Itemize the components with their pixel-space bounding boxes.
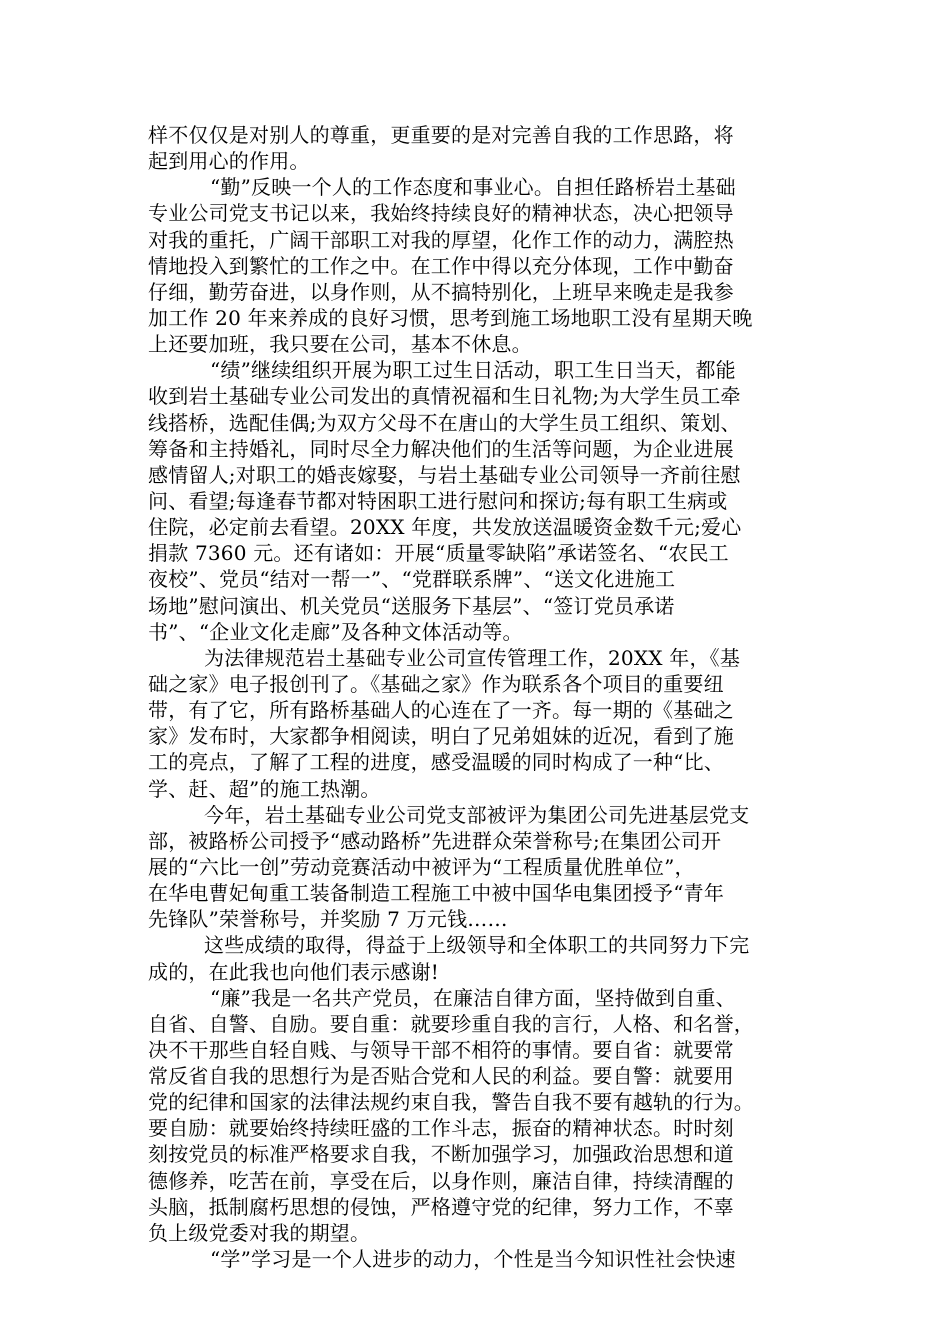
text-line: 要自励：就要始终持续旺盛的工作斗志，振奋的精神状态。时时刻 (148, 1116, 734, 1141)
text-line: 场地”慰问演出、机关党员“送服务下基层”、“签订党员承诺 (148, 593, 675, 618)
text-line: 感情留人;对职工的婚丧嫁娶，与岩土基础专业公司领导一齐前往慰 (148, 462, 741, 487)
text-line: 书”、“企业文化走廊”及各种文体活动等。 (148, 619, 523, 644)
text-line: 部，被路桥公司授予“感动路桥”先进群众荣誉称号;在集团公司开 (148, 828, 722, 853)
text-line: 家》发布时，大家都争相阅读，明白了兄弟姐妹的近况，看到了施 (148, 724, 734, 749)
text-line: 收到岩土基础专业公司发出的真情祝福和生日礼物;为大学生员工牵 (148, 384, 741, 409)
text-line: “绩”继续组织开展为职工过生日活动，职工生日当天，都能 (210, 358, 736, 383)
text-line: 常反省自我的思想行为是否贴合党和人民的利益。要自警：就要用 (148, 1064, 734, 1089)
text-line: 上还要加班，我只要在公司，基本不休息。 (148, 332, 532, 357)
text-line: 情地投入到繁忙的工作之中。在工作中得以充分体现，工作中勤奋 (148, 253, 734, 278)
text-line: 先锋队”荣誉称号，并奖励 7 万元钱…… (148, 907, 508, 932)
text-line: 学、赶、超”的施工热潮。 (148, 776, 381, 801)
text-line: 对我的重托，广阔干部职工对我的厚望，化作工作的动力，满腔热 (148, 227, 734, 252)
text-line: 德修养，吃苦在前，享受在后，以身作则，廉洁自律，持续清醒的 (148, 1168, 734, 1193)
text-line: 自省、自警、自励。要自重：就要珍重自我的言行，人格、和名誉， (148, 1011, 754, 1036)
text-line: “勤”反映一个人的工作态度和事业心。自担任路桥岩土基础 (210, 175, 736, 200)
text-line: 头脑，抵制腐朽思想的侵蚀，严格遵守党的纪律，努力工作，不辜 (148, 1194, 734, 1219)
text-line: 夜校”、党员“结对一帮一”、“党群联系牌”、“送文化进施工 (148, 567, 676, 592)
text-line: 展的“六比一创”劳动竞赛活动中被评为“工程质量优胜单位”， (148, 854, 695, 879)
text-line: 工的亮点，了解了工程的进度，感受温暖的同时构成了一种“比、 (148, 750, 725, 775)
text-line: 带，有了它，所有路桥基础人的心连在了一齐。每一期的《基础之 (148, 698, 734, 723)
text-line: 起到用心的作用。 (148, 149, 310, 174)
text-line: 捐款 7360 元。还有诸如：开展“质量零缺陷”承诺签名、“农民工 (148, 541, 729, 566)
text-line: “学”学习是一个人进步的动力，个性是当今知识性社会快速 (210, 1247, 736, 1272)
text-line: 在华电曹妃甸重工装备制造工程施工中被中国华电集团授予“青年 (148, 881, 725, 906)
text-line: 样不仅仅是对别人的尊重，更重要的是对完善自我的工作思路，将 (148, 123, 734, 147)
text-line: 负上级党委对我的期望。 (148, 1220, 371, 1245)
text-line: 决不干那些自轻自贱、与领导干部不相符的事情。要自省：就要常 (148, 1037, 734, 1062)
text-line: 住院，必定前去看望。20XX 年度，共发放送温暖资金数千元;爱心 (148, 515, 742, 540)
text-line: “廉”我是一名共产党员，在廉洁自律方面，坚持做到自重、 (210, 985, 736, 1010)
text-line: 加工作 20 年来养成的良好习惯，思考到施工场地职工没有星期天晚 (148, 305, 753, 330)
text-line: 专业公司党支书记以来，我始终持续良好的精神状态，决心把领导 (148, 201, 734, 226)
text-line: 党的纪律和国家的法律法规约束自我，警告自我不要有越轨的行为。 (148, 1090, 754, 1115)
text-line: 这些成绩的取得，得益于上级领导和全体职工的共同努力下完 (204, 933, 750, 958)
text-line: 成的，在此我也向他们表示感谢! (148, 959, 440, 984)
text-line: 为法律规范岩土基础专业公司宣传管理工作，20XX 年，《基 (204, 645, 741, 670)
text-line: 仔细，勤劳奋进，以身作则，从不搞特别化，上班早来晚走是我参 (148, 279, 734, 304)
document-page (148, 122, 808, 1272)
text-line: 筹备和主持婚礼，同时尽全力解决他们的生活等问题，为企业进展 (148, 436, 734, 461)
text-line: 础之家》电子报创刊了。《基础之家》作为联系各个项目的重要纽 (148, 671, 724, 696)
text-line: 线搭桥，选配佳偶;为双方父母不在唐山的大学生员工组织、策划、 (148, 410, 741, 435)
text-line: 问、看望;每逢春节都对特困职工进行慰问和探访;每有职工生病或 (148, 488, 728, 513)
text-line: 今年，岩土基础专业公司党支部被评为集团公司先进基层党支 (204, 802, 750, 827)
text-line: 刻按党员的标准严格要求自我，不断加强学习，加强政治思想和道 (148, 1142, 734, 1167)
